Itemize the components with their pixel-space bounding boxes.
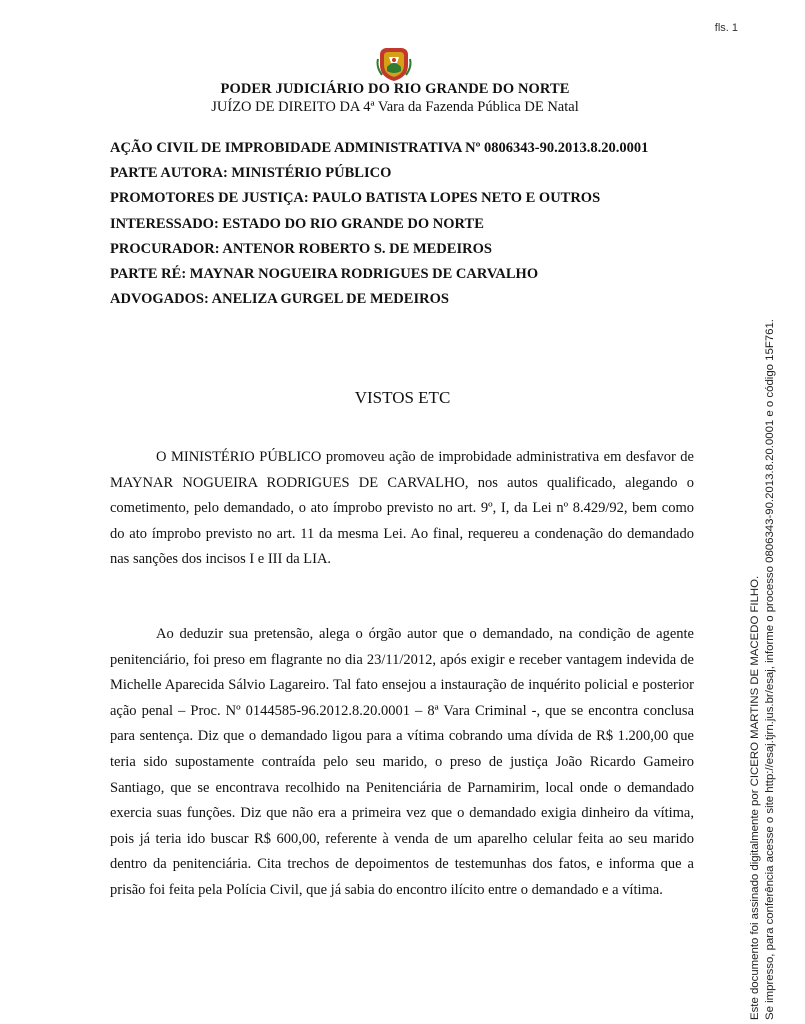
body-paragraph-1: O MINISTÉRIO PÚBLICO promoveu ação de improbidade administrativa em desfavor de MAYNAR NOGUEIRA RODRIGUES DE CARVALHO, nos autos qualificado, alegando o cometimento, pelo demandado, o ato ímprobo previsto no art. 9º, I, da Lei nº 8.429/92, bem como do ato ímprobo previsto no art. 11 da mesma Lei. Ao final, requereu a condenação do demandado nas sanções dos incisos I e III da LIA.	[110, 449, 694, 568]
case-interested-line: INTERESSADO: ESTADO DO RIO GRANDE DO NORTE	[110, 215, 484, 232]
case-attorney-line: PROCURADOR: ANTENOR ROBERTO S. DE MEDEIROS	[110, 240, 492, 257]
case-info-block	[110, 136, 710, 312]
case-plaintiff-line: PARTE AUTORA: MINISTÉRIO PÚBLICO	[110, 165, 392, 182]
verification-line: Se impresso, para conferência acesse o site http://esaj.tjrn.jus.br/esaj, informe o processo 0806343-90.2013.8.20.0001 e o código 15F761.	[764, 319, 776, 1020]
section-heading: VISTOS ETC	[354, 388, 451, 407]
court-division: JUÍZO DE DIREITO DA 4ª Vara da Fazenda Pública DE Natal	[211, 99, 579, 115]
page-number: fls. 1	[714, 22, 738, 34]
case-action-line: AÇÃO CIVIL DE IMPROBIDADE ADMINISTRATIVA Nº 0806343-90.2013.8.20.0001	[110, 140, 649, 156]
state-coat-of-arms-icon	[376, 45, 412, 83]
signature-line: Este documento foi assinado digitalmente por CICERO MARTINS DE MACEDO FILHO.	[749, 575, 761, 1020]
case-defendant-line: PARTE RÉ: MAYNAR NOGUEIRA RODRIGUES DE CARVALHO	[110, 266, 539, 283]
case-lawyers-line: ADVOGADOS: ANELIZA GURGEL DE MEDEIROS	[110, 291, 449, 308]
body-paragraph-2: Ao deduzir sua pretensão, alega o órgão autor que o demandado, na condição de agente penitenciário, foi preso em flagrante no dia 23/11/2012, após exigir e receber vantagem indevida de Michelle Aparecida Sálvio Lagareiro. Tal fato ensejou a instauração de inquérito policial e posterior ação penal – Proc. Nº 0144585-96.2012.8.20.0001 – 8ª Vara Criminal -, que se encontra conclusa para sentença. Diz que o demandado ligou para a vítima cobrando uma dívida de R$ 1.200,00 que teria sido supostamente contraída pelo seu marido, o preso de justiça João Ricardo Gameiro Santiago, que se encontrava recolhido na Penitenciária de Parnamirim, local onde o demandado exercia suas funções. Diz que não era a primeira vez que o demandado exigia dinheiro da vítima, pois já teria ido buscar R$ 600,00, referente à venda de um aparelho celular feita ao seu marido dentro da penitenciária. Cita trechos de depoimentos de testemunhas dos fatos, e informa que a prisão foi feita pela Polícia Civil, que já sabia do encontro ilícito entre o demandado e a vítima.	[110, 626, 694, 898]
court-name: PODER JUDICIÁRIO DO RIO GRANDE DO NORTE	[220, 81, 570, 97]
digital-signature-note	[748, 319, 778, 1020]
case-prosecutors-line: PROMOTORES DE JUSTIÇA: PAULO BATISTA LOPES NETO E OUTROS	[110, 190, 601, 207]
